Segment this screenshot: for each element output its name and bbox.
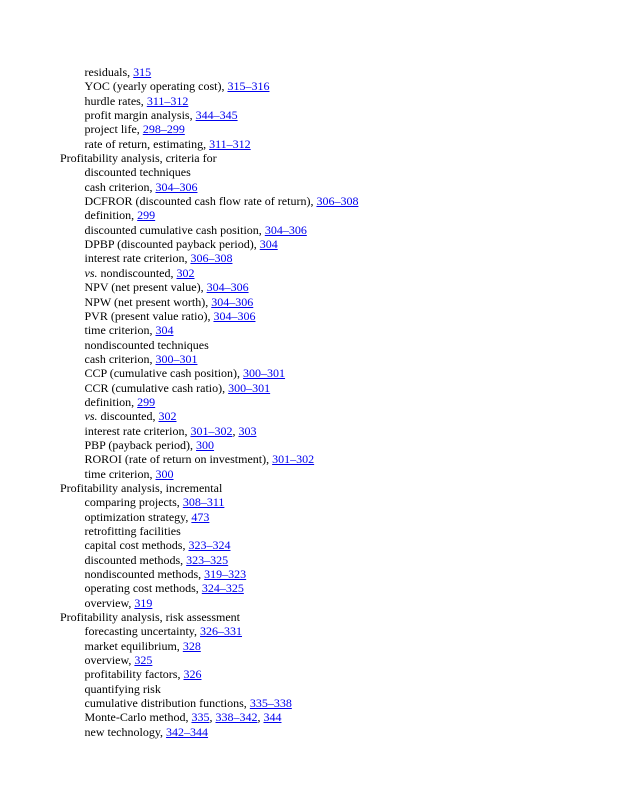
- page-link[interactable]: 335–338: [249, 696, 292, 711]
- page-link[interactable]: 303: [238, 423, 257, 438]
- index-entry: [60, 510, 620, 524]
- index-heading: [60, 481, 620, 495]
- index-entry: [60, 438, 620, 452]
- index-entry: [60, 667, 620, 681]
- index-entry: [60, 452, 620, 466]
- entry-text: interest rate criterion,: [84, 423, 191, 438]
- page-link[interactable]: 300–301: [243, 366, 286, 381]
- index-entry: [60, 309, 620, 323]
- index-entry: [60, 538, 620, 552]
- index-entry: [60, 323, 620, 337]
- index-entry: [60, 251, 620, 265]
- index-entry: [60, 381, 620, 395]
- index-entry: [60, 495, 620, 509]
- entry-prefix: vs.: [84, 265, 98, 280]
- entry-text: Profitability analysis, risk assessment: [60, 610, 240, 625]
- entry-text: PVR (present value ratio),: [84, 308, 214, 323]
- page-link[interactable]: 325: [134, 653, 153, 668]
- entry-text: DCFROR (discounted cash flow rate of return),: [84, 194, 317, 209]
- index-entry: [60, 639, 620, 653]
- entry-text: cash criterion,: [84, 179, 156, 194]
- entry-text: ROROI (rate of return on investment),: [84, 452, 273, 467]
- index-entry: [60, 352, 620, 366]
- link-separator: ,: [232, 423, 239, 438]
- entry-text: nondiscounted techniques: [84, 337, 209, 352]
- entry-text: cash criterion,: [84, 351, 156, 366]
- entry-text: time criterion,: [84, 466, 156, 481]
- link-separator: ,: [257, 710, 264, 725]
- index-entry: [60, 165, 620, 179]
- index-entry: [60, 94, 620, 108]
- index-entry: [60, 180, 620, 194]
- entry-text: project life,: [84, 122, 143, 137]
- index-entry: [60, 366, 620, 380]
- entry-text: interest rate criterion,: [84, 251, 191, 266]
- index-entry: [60, 409, 620, 423]
- index-entry: [60, 653, 620, 667]
- entry-text: NPW (net present worth),: [84, 294, 212, 309]
- page-link[interactable]: 304–306: [155, 179, 198, 194]
- page-link[interactable]: 315–316: [227, 79, 270, 94]
- page-link[interactable]: 323–324: [188, 538, 231, 553]
- page-link[interactable]: 324–325: [201, 581, 244, 596]
- index-list: [60, 65, 620, 739]
- entry-text: discounted techniques: [84, 165, 191, 180]
- link-separator: ,: [209, 710, 216, 725]
- index-entry: [60, 266, 620, 280]
- entry-text: time criterion,: [84, 323, 156, 338]
- page-link[interactable]: 302: [176, 265, 195, 280]
- page-link[interactable]: 302: [158, 409, 177, 424]
- page-link[interactable]: 323–325: [186, 552, 229, 567]
- entry-text: operating cost methods,: [84, 581, 202, 596]
- page-link[interactable]: 326: [183, 667, 202, 682]
- index-entry: [60, 581, 620, 595]
- page-link[interactable]: 326–331: [200, 624, 243, 639]
- entry-text: discounted cumulative cash position,: [84, 222, 265, 237]
- index-entry: [60, 237, 620, 251]
- page-link[interactable]: 308–311: [182, 495, 225, 510]
- page-link[interactable]: 304: [259, 237, 278, 252]
- entry-text: new technology,: [84, 724, 167, 739]
- index-heading: [60, 610, 620, 624]
- index-entry: [60, 524, 620, 538]
- index-entry: [60, 208, 620, 222]
- page-link[interactable]: 306–308: [190, 251, 233, 266]
- entry-text: overview,: [84, 595, 135, 610]
- page-link[interactable]: 344–345: [195, 108, 238, 123]
- entry-text: rate of return, estimating,: [84, 136, 210, 151]
- page-link[interactable]: 319: [134, 595, 153, 610]
- entry-text: nondiscounted,: [97, 265, 177, 280]
- index-entry: [60, 65, 620, 79]
- index-entry: [60, 395, 620, 409]
- entry-text: market equilibrium,: [84, 638, 183, 653]
- page-link[interactable]: 315: [133, 65, 152, 79]
- entry-text: definition,: [84, 208, 138, 223]
- entry-text: residuals,: [84, 65, 134, 79]
- page-link[interactable]: 304–306: [213, 308, 256, 323]
- page-link[interactable]: 335: [191, 710, 210, 725]
- index-entry: [60, 710, 620, 724]
- index-entry: [60, 223, 620, 237]
- page-link[interactable]: 311–312: [209, 136, 251, 151]
- entry-text: Monte-Carlo method,: [84, 710, 192, 725]
- index-entry: [60, 295, 620, 309]
- index-entry: [60, 280, 620, 294]
- entry-text: discounted,: [97, 409, 159, 424]
- entry-text: profit margin analysis,: [84, 108, 196, 123]
- page-link[interactable]: 300–301: [228, 380, 271, 395]
- entry-text: capital cost methods,: [84, 538, 189, 553]
- entry-text: NPV (net present value),: [84, 280, 207, 295]
- page-link[interactable]: 473: [191, 509, 210, 524]
- index-entry: [60, 567, 620, 581]
- entry-text: Profitability analysis, criteria for: [60, 151, 217, 166]
- page-link[interactable]: 306–308: [316, 194, 359, 209]
- entry-text: cumulative distribution functions,: [84, 696, 250, 711]
- page-link[interactable]: 304: [155, 323, 174, 338]
- entry-text: definition,: [84, 394, 138, 409]
- entry-text: comparing projects,: [84, 495, 183, 510]
- index-entry: [60, 137, 620, 151]
- entry-text: CCR (cumulative cash ratio),: [84, 380, 229, 395]
- index-entry: [60, 467, 620, 481]
- page-link[interactable]: 319–323: [204, 567, 247, 582]
- entry-text: quantifying risk: [84, 681, 161, 696]
- index-entry: [60, 553, 620, 567]
- entry-text: profitability factors,: [84, 667, 184, 682]
- entry-text: forecasting uncertainty,: [84, 624, 201, 639]
- entry-text: PBP (payback period),: [84, 437, 197, 452]
- entry-prefix: vs.: [84, 409, 98, 424]
- index-heading: [60, 151, 620, 165]
- page-link[interactable]: 299: [137, 394, 156, 409]
- page-link[interactable]: 304–306: [211, 294, 254, 309]
- index-entry: [60, 338, 620, 352]
- entry-text: hurdle rates,: [84, 93, 147, 108]
- page-link[interactable]: 298–299: [142, 122, 185, 137]
- entry-text: YOC (yearly operating cost),: [84, 79, 228, 94]
- page-link[interactable]: 301–302: [272, 452, 315, 467]
- index-entry: [60, 725, 620, 739]
- entry-text: DPBP (discounted payback period),: [84, 237, 260, 252]
- page-link[interactable]: 304–306: [206, 280, 249, 295]
- page-link[interactable]: 300–301: [155, 351, 198, 366]
- index-entry: [60, 108, 620, 122]
- page-link[interactable]: 300: [196, 437, 215, 452]
- page-link[interactable]: 338–342: [215, 710, 258, 725]
- index-entry: [60, 682, 620, 696]
- page-link[interactable]: 342–344: [166, 724, 209, 739]
- page-link[interactable]: 301–302: [190, 423, 233, 438]
- page-link[interactable]: 311–312: [146, 93, 189, 108]
- entry-text: CCP (cumulative cash position),: [84, 366, 244, 381]
- page-link[interactable]: 299: [137, 208, 156, 223]
- entry-text: retrofitting facilities: [84, 524, 181, 538]
- page-link[interactable]: 328: [182, 638, 201, 653]
- index-entry: [60, 79, 620, 93]
- page-link[interactable]: 300: [155, 466, 174, 481]
- index-entry: [60, 424, 620, 438]
- index-entry: [60, 194, 620, 208]
- entry-text: Profitability analysis, incremental: [60, 480, 223, 495]
- entry-text: discounted methods,: [84, 552, 187, 567]
- entry-text: nondiscounted methods,: [84, 567, 205, 582]
- index-entry: [60, 596, 620, 610]
- entry-text: optimization strategy,: [84, 509, 192, 524]
- index-entry: [60, 696, 620, 710]
- page-link[interactable]: 344: [263, 710, 282, 725]
- entry-text: overview,: [84, 653, 135, 668]
- index-entry: [60, 624, 620, 638]
- page-link[interactable]: 304–306: [264, 222, 307, 237]
- index-entry: [60, 122, 620, 136]
